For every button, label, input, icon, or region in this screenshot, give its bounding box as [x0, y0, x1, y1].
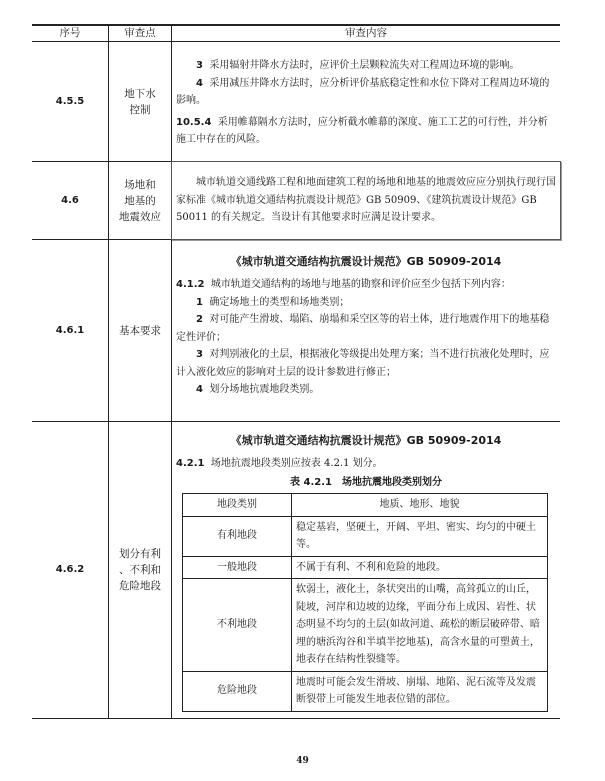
paragraph: 4 采用减压井降水方法时，应分析评价基底稳定性和水位下降对工程周边环境的影响。	[176, 77, 550, 106]
row-point-4-5-5	[109, 42, 171, 161]
table-row	[183, 516, 548, 556]
zone-description: 地震时可能会发生滑坡、崩塌、地陷、泥石流等及发震断裂带上可能发生地表位错的部位。	[292, 671, 548, 711]
row-point-4-6	[109, 162, 171, 239]
point-line: 地基的	[124, 194, 156, 207]
zone-description: 软弱土，液化土，条状突出的山嘴，高耸孤立的山丘，陡坡，河岸和边坡的边缘，平面分布上成因、岩性、状态明显不均匀的土层(如故河道、疏松的断层破碎带、暗埋的塘浜沟谷和半填半挖地基)，高含水量的可塑黄土，地表存在结构性裂缝等。	[292, 579, 548, 672]
table-bottom-border	[32, 718, 560, 719]
point-line: 、不利和	[119, 564, 161, 576]
page-number: 49	[296, 756, 309, 766]
header-seq: 序号	[59, 27, 81, 39]
point-line: 地下水	[124, 87, 156, 100]
paragraph: 1 确定场地土的类型和场地类别；	[196, 296, 350, 308]
seismic-zone-table	[182, 493, 548, 712]
row-content-4-6	[176, 174, 556, 227]
standard-title: 《城市轨道交通结构抗震设计规范》GB 50909-2014	[230, 255, 502, 268]
row-content-4-5-5	[176, 57, 556, 149]
zone-description: 不属于有利、不利和危险的地段。	[292, 556, 548, 579]
point-line: 地震效应	[119, 210, 161, 223]
table-row	[183, 579, 548, 672]
table-row	[183, 671, 548, 711]
point-line: 划分有利	[119, 548, 161, 560]
row-id-4-6-2: 4.6.2	[55, 564, 85, 575]
row-point-4-6-1	[109, 240, 171, 421]
zone-category: 一般地段	[183, 556, 292, 579]
point-line: 控制	[129, 103, 151, 116]
paragraph: 3 对判别液化的土层，根据液化等级提出处理方案；当不进行抗液化处理时，应计入液化效应的影响对土层的设计参数进行修正；	[176, 349, 550, 378]
table-header-row	[183, 494, 548, 517]
zone-category: 不利地段	[183, 579, 292, 672]
table-row	[183, 556, 548, 579]
paragraph: 4.2.1 场地抗震地段类别应按表 4.2.1 划分。	[176, 458, 383, 469]
paragraph: 4 划分场地抗震地段类别。	[196, 384, 320, 395]
standard-title: 《城市轨道交通结构抗震设计规范》GB 50909-2014	[230, 434, 502, 447]
table-caption: 表 4.2.1 场地抗震地段类别划分	[290, 476, 442, 488]
row-content-4-6-1	[176, 254, 556, 399]
point-line: 危险地段	[119, 580, 161, 592]
column-divider	[171, 24, 172, 718]
paragraph: 3 采用辐射井降水方法时，应评价土层颗粒流失对工程周边环境的影响。	[196, 60, 520, 71]
paragraph: 城市轨道交通线路工程和地面建筑工程的场地和地基的地震效应应分别执行现行国家标准《城市轨道交通结构抗震设计规范》GB 50909、《建筑抗震设计规范》GB 50011 的有关规定。当设计有其他要求时应满足设计要求。	[176, 177, 556, 223]
zone-category: 有利地段	[183, 516, 292, 556]
paragraph: 10.5.4 采用帷幕隔水方法时，应分析截水帷幕的深度、施工工艺的可行性，并分析施工中存在的风险。	[176, 116, 548, 145]
paragraph: 4.1.2 城市轨道交通结构的场地与地基的勘察和评价应至少包括下列内容：	[176, 279, 511, 290]
zone-description: 稳定基岩，坚硬土，开阔、平坦、密实、均匀的中硬土等。	[292, 516, 548, 556]
point-line: 场地和	[124, 178, 156, 191]
row-id-4-6-1: 4.6.1	[55, 324, 85, 336]
header-point: 审查点	[124, 27, 156, 39]
row-point-4-6-2	[109, 422, 171, 718]
point-line: 基本要求	[119, 324, 161, 337]
row-id-4-6: 4.6	[61, 194, 79, 206]
zone-category: 危险地段	[183, 671, 292, 711]
row-id-4-5-5: 4.5.5	[55, 95, 85, 107]
row-content-4-6-2	[176, 433, 556, 491]
table-header-cell: 地质、地形、地貌	[292, 494, 548, 517]
paragraph: 2 对可能产生滑坡、塌陷、崩塌和采空区等的岩土体，进行地震作用下的地基稳定性评价；	[176, 314, 550, 343]
header-content: 审查内容	[345, 27, 387, 39]
table-header-cell: 地段类别	[183, 494, 292, 517]
